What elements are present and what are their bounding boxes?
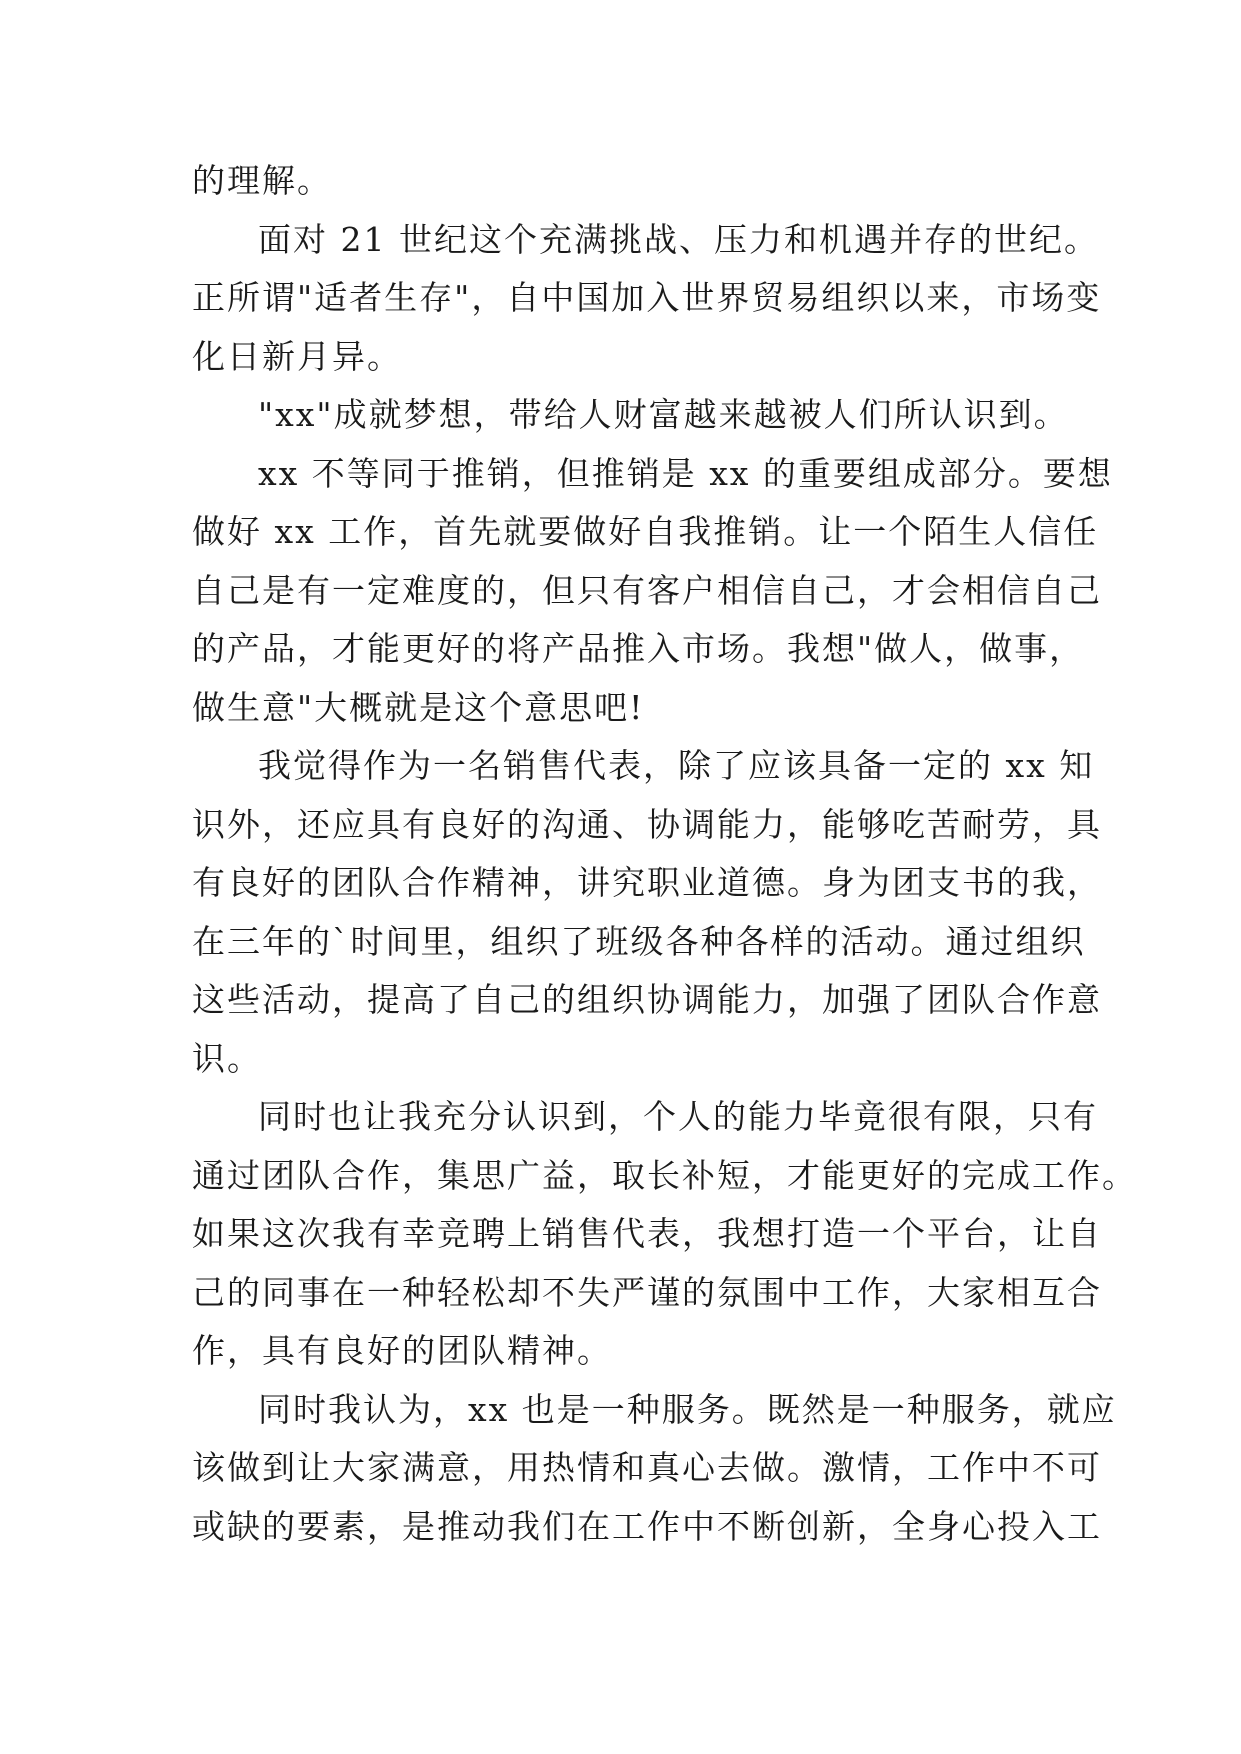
text-line: 或缺的要素，是推动我们在工作中不断创新，全身心投入工 — [192, 1506, 1102, 1546]
text-line: 该做到让大家满意，用热情和真心去做。激情，工作中不可 — [192, 1448, 1102, 1487]
text-line: xx 不等同于推销，但推销是 xx 的重要组成部分。要想 — [258, 453, 1113, 493]
text-line: 有良好的团队合作精神，讲究职业道德。身为团支书的我， — [192, 863, 1102, 902]
text-line: 我觉得作为一名销售代表，除了应该具备一定的 xx 知 — [258, 746, 1095, 785]
text-line: 通过团队合作，集思广益，取长补短，才能更好的完成工作。 — [192, 1155, 1137, 1195]
text-line: 自己是有一定难度的，但只有客户相信自己，才会相信自己 — [192, 570, 1102, 610]
text-line: 化日新月异。 — [192, 336, 402, 376]
text-line: "xx"成就梦想，带给人财富越来越被人们所认识到。 — [258, 395, 1069, 434]
text-line: 同时我认为，xx 也是一种服务。既然是一种服务，就应 — [258, 1389, 1117, 1429]
text-line: 正所谓"适者生存"，自中国加入世界贸易组织以来，市场变 — [192, 278, 1102, 317]
text-line: 如果这次我有幸竞聘上销售代表，我想打造一个平台，让自 — [192, 1214, 1102, 1253]
text-line: 的理解。 — [192, 161, 332, 200]
text-line: 面对 21 世纪这个充满挑战、压力和机遇并存的世纪。 — [258, 219, 1099, 259]
text-line: 识。 — [192, 1038, 262, 1078]
text-line: 同时也让我充分认识到，个人的能力毕竟很有限，只有 — [258, 1097, 1098, 1136]
text-line: 的产品，才能更好的将产品推入市场。我想"做人，做事， — [192, 629, 1085, 668]
text-line: 做生意"大概就是这个意思吧! — [192, 687, 645, 727]
document-body — [192, 152, 1137, 1556]
text-line: 作，具有良好的团队精神。 — [192, 1331, 612, 1370]
text-line: 在三年的`时间里，组织了班级各种各样的活动。通过组织 — [192, 921, 1086, 961]
text-line: 这些活动，提高了自己的组织协调能力，加强了团队合作意 — [192, 980, 1102, 1019]
text-line: 做好 xx 工作，首先就要做好自我推销。让一个陌生人信任 — [192, 512, 1099, 551]
text-line: 识外，还应具有良好的沟通、协调能力，能够吃苦耐劳，具 — [192, 804, 1102, 844]
text-line: 己的同事在一种轻松却不失严谨的氛围中工作，大家相互合 — [192, 1272, 1102, 1312]
